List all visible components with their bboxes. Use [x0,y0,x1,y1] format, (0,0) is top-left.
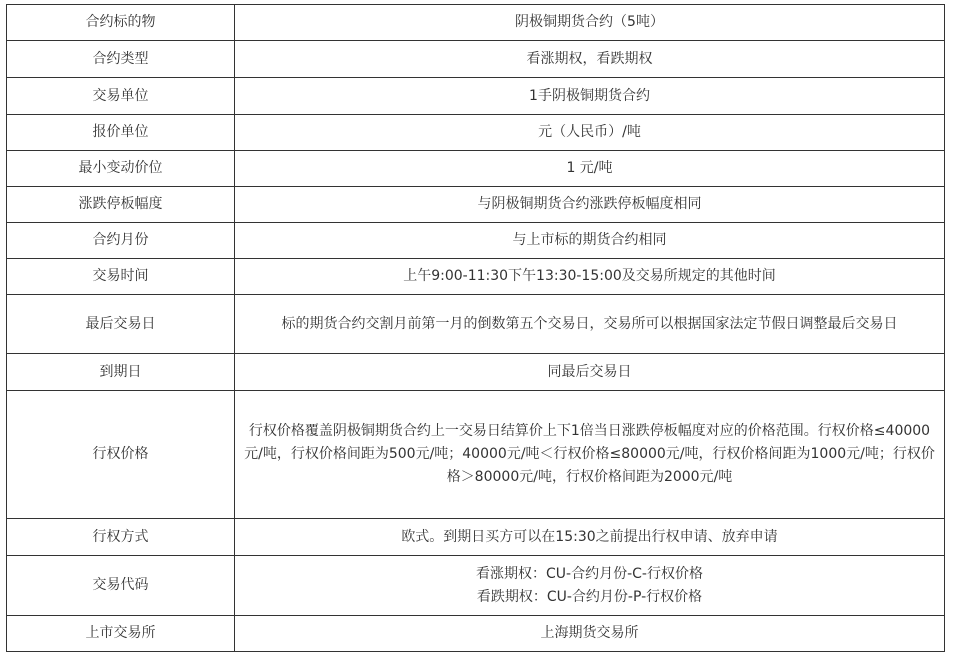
row-label: 行权价格 [7,391,235,519]
row-value: 与上市标的期货合约相同 [235,223,945,259]
row-label: 行权方式 [7,519,235,556]
row-value: 同最后交易日 [235,354,945,391]
table-row [7,259,945,295]
row-label: 上市交易所 [7,616,235,652]
row-label: 涨跌停板幅度 [7,187,235,223]
table-row [7,151,945,187]
row-value: 1 元/吨 [235,151,945,187]
row-value: 阴极铜期货合约（5吨） [235,5,945,41]
row-label: 合约标的物 [7,5,235,41]
table-row [7,519,945,556]
option-contract-spec-table [6,4,945,652]
table-row [7,391,945,519]
table-row [7,115,945,151]
row-value: 行权价格覆盖阴极铜期货合约上一交易日结算价上下1倍当日涨跌停板幅度对应的价格范围。行权价格≤40000元/吨，行权价格间距为500元/吨；40000元/吨＜行权价格≤80000元/吨，行权价格间距为1000元/吨；行权价格＞80000元/吨，行权价格间距为2000元/吨 [235,391,945,519]
table-row [7,41,945,78]
row-label: 到期日 [7,354,235,391]
table-row [7,295,945,354]
row-label: 合约类型 [7,41,235,78]
trading-code-call: 看涨期权：CU-合约月份-C-行权价格 [476,565,703,582]
table-row [7,187,945,223]
table-row [7,223,945,259]
row-label: 交易时间 [7,259,235,295]
row-label: 交易单位 [7,78,235,115]
row-value [235,556,945,616]
row-value: 看涨期权，看跌期权 [235,41,945,78]
row-label: 最小变动价位 [7,151,235,187]
table-row [7,616,945,652]
table-row [7,5,945,41]
row-label: 交易代码 [7,556,235,616]
row-value: 上午9:00-11:30下午13:30-15:00及交易所规定的其他时间 [235,259,945,295]
table-row [7,78,945,115]
table-row [7,354,945,391]
row-label: 报价单位 [7,115,235,151]
row-label: 最后交易日 [7,295,235,354]
row-value: 与阴极铜期货合约涨跌停板幅度相同 [235,187,945,223]
row-value: 欧式。到期日买方可以在15:30之前提出行权申请、放弃申请 [235,519,945,556]
row-value: 1手阴极铜期货合约 [235,78,945,115]
table-row [7,556,945,616]
row-value: 元（人民币）/吨 [235,115,945,151]
trading-code-put: 看跌期权：CU-合约月份-P-行权价格 [476,588,703,605]
row-label: 合约月份 [7,223,235,259]
row-value: 标的期货合约交割月前第一月的倒数第五个交易日，交易所可以根据国家法定节假日调整最后交易日 [235,295,945,354]
row-value: 上海期货交易所 [235,616,945,652]
